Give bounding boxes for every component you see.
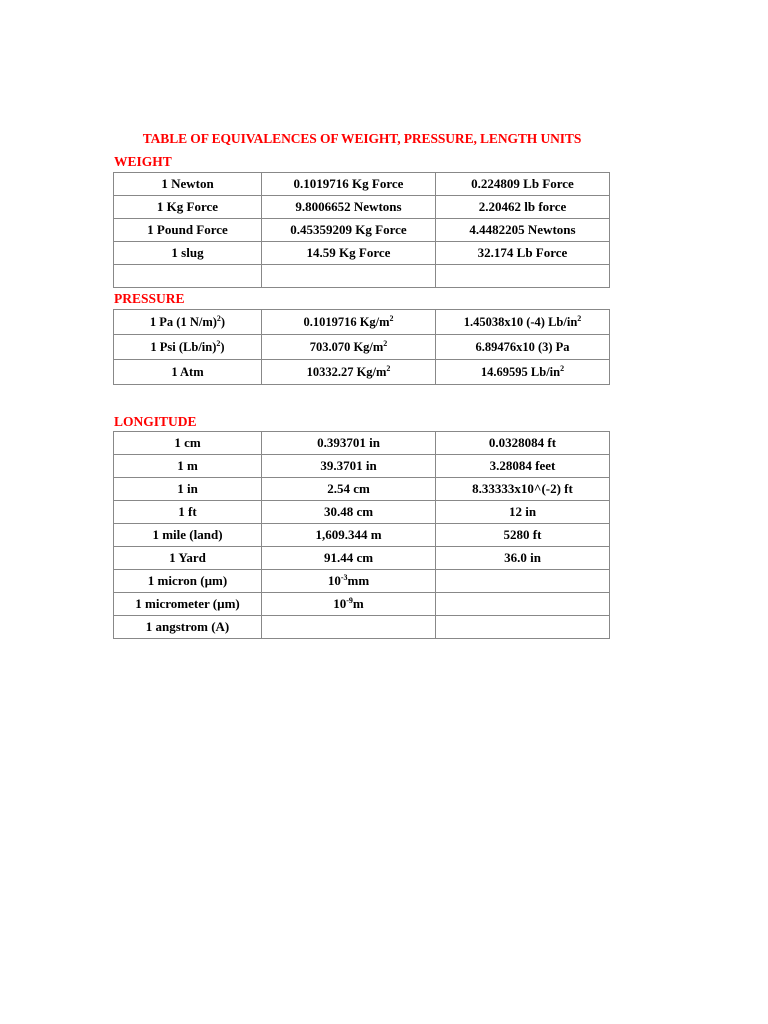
length-value-cell — [262, 593, 436, 616]
weight-cell — [114, 265, 262, 288]
length-table — [113, 431, 610, 639]
cell-text: 1.45038x10 (-4) Lb/in — [463, 314, 578, 329]
cell-text: 1 Pa (1 N/m) — [149, 314, 217, 329]
cell-text: 0.45359209 Kg Force — [290, 222, 407, 237]
table-row — [114, 547, 610, 570]
cell-text: 1 m — [177, 458, 198, 473]
cell-text: 5280 ft — [503, 527, 542, 542]
weight-cell — [436, 173, 610, 196]
cell-text: 1 angstrom (A) — [145, 619, 230, 634]
pressure-value-cell — [262, 310, 436, 335]
pressure-unit-cell — [114, 310, 262, 335]
cell-text: 1 micron (µm) — [147, 573, 228, 588]
cell-text: 8.33333x10^(-2) ft — [472, 481, 573, 496]
exponent: 2 — [386, 363, 391, 373]
cell-text: 0.0328084 ft — [488, 435, 557, 450]
cell-text: 1 Atm — [171, 364, 204, 379]
cell-text: 3.28084 feet — [489, 458, 556, 473]
weight-cell — [262, 173, 436, 196]
cell-text-tail: mm — [347, 573, 370, 588]
cell-text-tail: ) — [220, 339, 225, 354]
table-row — [114, 455, 610, 478]
weight-cell — [262, 242, 436, 265]
length-value-cell — [262, 455, 436, 478]
length-value-cell — [436, 432, 610, 455]
pressure-value-cell — [436, 310, 610, 335]
length-value-cell — [436, 547, 610, 570]
pressure-value-cell — [262, 335, 436, 360]
weight-cell — [436, 196, 610, 219]
length-value-cell — [262, 570, 436, 593]
length-value-cell — [436, 570, 610, 593]
length-value-cell — [262, 616, 436, 639]
table-row — [114, 173, 610, 196]
cell-text: 10 — [327, 573, 341, 588]
cell-text: 14.69595 Lb/in — [480, 364, 561, 379]
cell-text: 14.59 Kg Force — [306, 245, 391, 260]
table-row — [114, 593, 610, 616]
cell-text: 2.54 cm — [327, 481, 370, 496]
cell-text: 2.20462 lb force — [478, 199, 567, 214]
length-unit-cell — [114, 478, 262, 501]
length-value-cell — [436, 616, 610, 639]
cell-text: 0.1019716 Kg/m — [303, 314, 390, 329]
length-value-cell — [436, 478, 610, 501]
pressure-unit-cell — [114, 360, 262, 385]
table-row — [114, 570, 610, 593]
length-value-cell — [262, 501, 436, 524]
weight-cell — [262, 219, 436, 242]
weight-cell — [114, 219, 262, 242]
cell-text: 32.174 Lb Force — [477, 245, 568, 260]
weight-table — [113, 172, 610, 288]
exponent: 2 — [577, 313, 582, 323]
cell-text-tail: ) — [220, 314, 226, 329]
cell-text: 10 — [333, 596, 347, 611]
cell-text: 0.1019716 Kg Force — [293, 176, 404, 191]
cell-text: 1,609.344 m — [315, 527, 382, 542]
pressure-heading: PRESSURE — [114, 291, 185, 306]
length-value-cell — [262, 478, 436, 501]
length-value-cell — [436, 455, 610, 478]
cell-text: 0.393701 in — [317, 435, 380, 450]
table-row — [114, 196, 610, 219]
table-row — [114, 501, 610, 524]
exponent: 2 — [383, 338, 388, 348]
cell-text: 9.8006652 Newtons — [295, 199, 402, 214]
weight-cell — [114, 173, 262, 196]
cell-text: 1 in — [177, 481, 198, 496]
cell-text: 30.48 cm — [323, 504, 374, 519]
weight-cell — [436, 242, 610, 265]
cell-text: 1 Newton — [161, 176, 214, 191]
table-row — [114, 219, 610, 242]
cell-text: 1 Pound Force — [147, 222, 228, 237]
weight-cell — [436, 219, 610, 242]
length-heading: LONGITUDE — [114, 414, 197, 429]
length-unit-cell — [114, 593, 262, 616]
length-value-cell — [262, 524, 436, 547]
pressure-value-cell — [436, 335, 610, 360]
cell-text: 1 Yard — [169, 550, 206, 565]
weight-cell — [262, 265, 436, 288]
pressure-value-cell — [436, 360, 610, 385]
cell-text: 6.89476x10 (3) Pa — [475, 339, 570, 354]
cell-text: 0.224809 Lb Force — [471, 176, 574, 191]
exponent: 2 — [389, 313, 394, 323]
exponent: -3 — [340, 573, 348, 582]
cell-text: 1 Kg Force — [156, 199, 219, 214]
cell-text: 39.3701 in — [320, 458, 377, 473]
exponent: 2 — [216, 313, 221, 323]
table-row — [114, 616, 610, 639]
cell-text: 12 in — [508, 504, 537, 519]
cell-text: 91.44 cm — [323, 550, 374, 565]
length-value-cell — [436, 593, 610, 616]
weight-cell — [114, 196, 262, 219]
table-row — [114, 360, 610, 385]
table-row — [114, 335, 610, 360]
cell-text: 1 mile (land) — [152, 527, 223, 542]
weight-cell — [436, 265, 610, 288]
length-unit-cell — [114, 455, 262, 478]
length-value-cell — [436, 524, 610, 547]
cell-text: 4.4482205 Newtons — [469, 222, 576, 237]
cell-text-tail: m — [352, 596, 364, 611]
length-unit-cell — [114, 616, 262, 639]
cell-text: 1 cm — [174, 435, 201, 450]
cell-text: 1 ft — [178, 504, 197, 519]
cell-text: 703.070 Kg/m — [309, 339, 384, 354]
weight-heading: WEIGHT — [114, 154, 172, 169]
cell-text: 36.0 in — [504, 550, 541, 565]
pressure-unit-cell — [114, 335, 262, 360]
table-row — [114, 242, 610, 265]
length-value-cell — [262, 432, 436, 455]
weight-cell — [262, 196, 436, 219]
document-title: TABLE OF EQUIVALENCES OF WEIGHT, PRESSURE, LENGTH UNITS — [142, 131, 582, 146]
length-unit-cell — [114, 570, 262, 593]
cell-text: 1 slug — [171, 245, 204, 260]
table-row — [114, 265, 610, 288]
pressure-value-cell — [262, 360, 436, 385]
table-row — [114, 432, 610, 455]
length-value-cell — [262, 547, 436, 570]
length-unit-cell — [114, 524, 262, 547]
pressure-table — [113, 309, 610, 385]
length-unit-cell — [114, 432, 262, 455]
cell-text: 1 Psi (Lb/in) — [150, 339, 217, 354]
exponent: 2 — [216, 338, 221, 348]
exponent: -9 — [346, 596, 353, 605]
weight-cell — [114, 242, 262, 265]
table-row — [114, 524, 610, 547]
exponent: 2 — [560, 363, 565, 373]
table-row — [114, 310, 610, 335]
length-value-cell — [436, 501, 610, 524]
cell-text: 10332.27 Kg/m — [306, 364, 387, 379]
length-unit-cell — [114, 547, 262, 570]
length-unit-cell — [114, 501, 262, 524]
cell-text: 1 micrometer (µm) — [135, 596, 240, 611]
table-row — [114, 478, 610, 501]
